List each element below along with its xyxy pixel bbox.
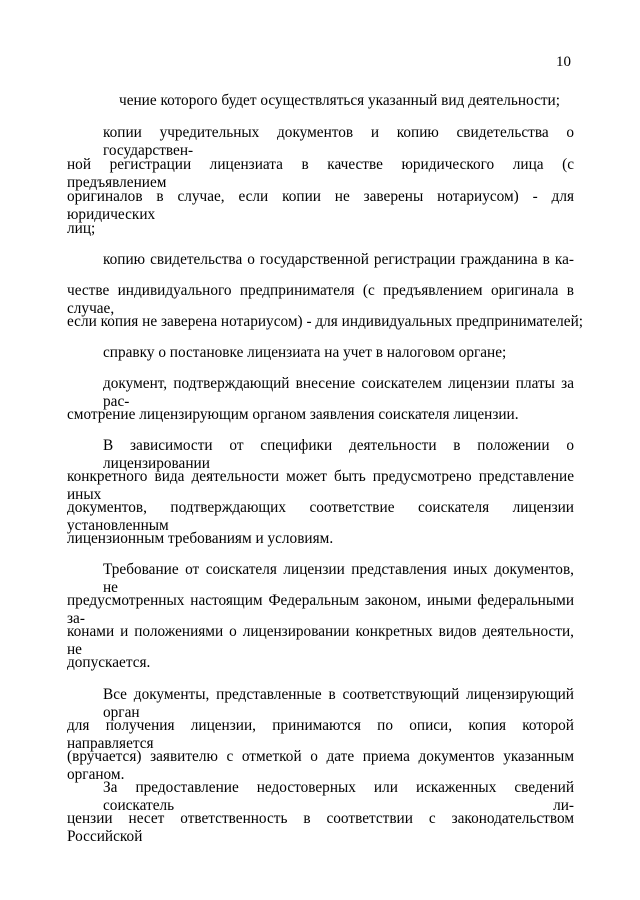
text-line: смотрение лицензирующим органом заявления соискателя лицензии. (67, 406, 519, 423)
text-line: допускается. (67, 654, 151, 671)
text-line: документ, подтверждающий внесение соискателем лицензии платы за рас- (103, 375, 574, 410)
text-line: конами и положениями о лицензировании конкретных видов деятельности, не (67, 623, 574, 658)
text-line: копии учредительных документов и копию свидетельства о государствен- (103, 124, 574, 159)
text-line: конкретного вида деятельности может быть предусмотрено представление иных (67, 468, 574, 503)
text-line: если копия не заверена нотариусом) - для индивидуальных предпринимателей; (67, 313, 584, 330)
text-line: Требование от соискателя лицензии представления иных документов, не (103, 561, 574, 596)
text-line: копию свидетельства о государственной регистрации гражданина в ка- (103, 251, 574, 268)
text-line: ной регистрации лицензиата в качестве юридического лица (с предъявлением (67, 156, 574, 191)
page-number: 10 (556, 54, 571, 70)
text-line: предусмотренных настоящим Федеральным законом, иными федеральными за- (67, 592, 574, 627)
text-line: для получения лицензии, принимаются по описи, копия которой направляется (67, 717, 574, 752)
text-line: лиц; (67, 220, 96, 237)
text-line: честве индивидуального предпринимателя (с предъявлением оригинала в случае, (67, 282, 574, 317)
text-line: справку о постановке лицензиата на учет в налоговом органе; (103, 344, 507, 361)
text-line: цензии несет ответственность в соответствии с законодательством Российской (67, 810, 574, 845)
text-line: (вручается) заявителю с отметкой о дате приема документов указанным органом. (67, 748, 574, 783)
text-line: лицензионным требованиям и условиям. (67, 530, 334, 547)
text-line: За предоставление недостоверных или искаженных сведений соискатель ли- (103, 779, 574, 814)
text-line: чение которого будет осуществляться указанный вид деятельности; (119, 92, 560, 109)
text-line: документов, подтверждающих соответствие соискателя лицензии установленным (67, 499, 574, 534)
text-line: Все документы, представленные в соответствующий лицензирующий орган (103, 686, 574, 721)
text-line: оригиналов в случае, если копии не заверены нотариусом) - для юридических (67, 188, 574, 223)
text-line: В зависимости от специфики деятельности в положении о лицензировании (103, 437, 574, 472)
